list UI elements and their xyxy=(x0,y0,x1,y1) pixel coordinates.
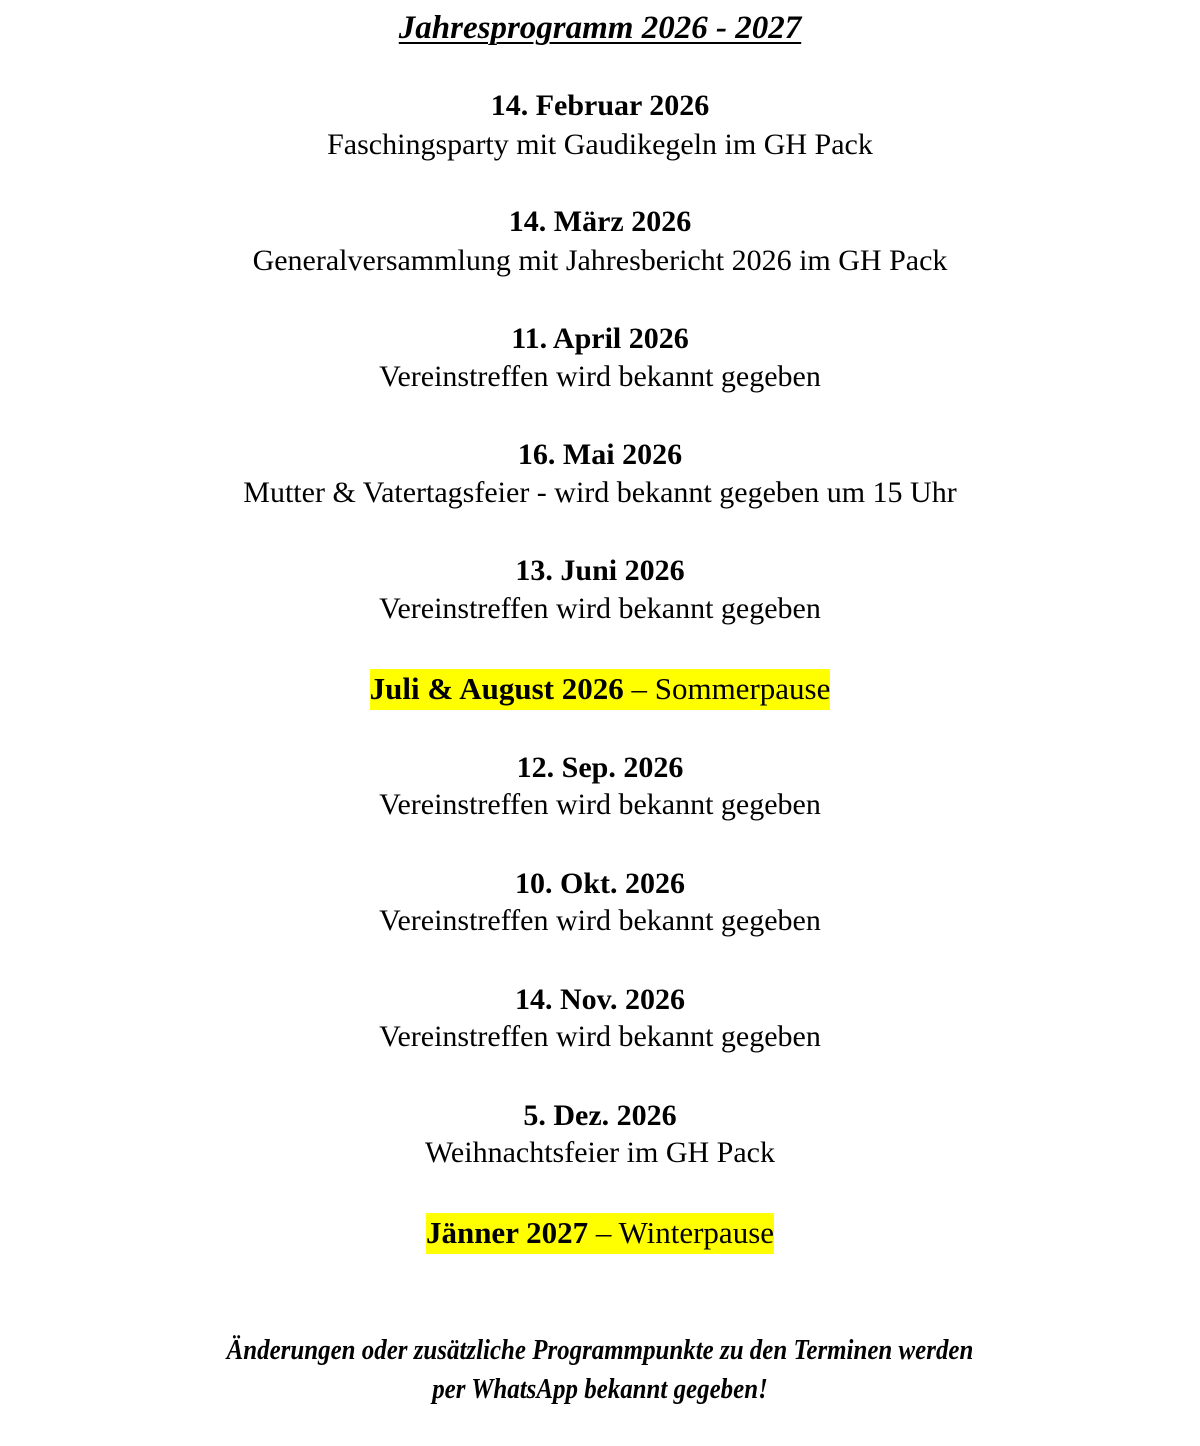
event-description: Vereinstreffen wird bekannt gegeben xyxy=(379,1020,821,1053)
event-description: Mutter & Vatertagsfeier - wird bekannt gegeben um 15 Uhr xyxy=(243,476,957,509)
highlight xyxy=(426,1213,774,1254)
title-text: Jahresprogramm 2026 - 2027 xyxy=(398,10,802,46)
footer-note-line2: per WhatsApp bekannt gegeben! xyxy=(432,1373,768,1405)
event-description: Vereinstreffen wird bekannt gegeben xyxy=(379,904,821,937)
event-description: Vereinstreffen wird bekannt gegeben xyxy=(379,592,821,625)
event-date: 12. Sep. 2026 xyxy=(516,751,684,784)
event-description: Vereinstreffen wird bekannt gegeben xyxy=(379,788,821,821)
event-date: 11. April 2026 xyxy=(511,322,689,355)
break-period: Juli & August 2026 xyxy=(369,671,624,706)
event-date: 5. Dez. 2026 xyxy=(523,1099,677,1132)
event-description: Vereinstreffen wird bekannt gegeben xyxy=(379,360,821,393)
separator: – xyxy=(588,1215,619,1250)
event-description: Faschingsparty mit Gaudikegeln im GH Pack xyxy=(327,128,873,161)
summer-break xyxy=(0,673,1200,704)
footer-note-line1: Änderungen oder zusätzliche Programmpunkte zu den Terminen werden xyxy=(226,1334,974,1366)
event-date: 16. Mai 2026 xyxy=(517,438,683,471)
event-date: 14. März 2026 xyxy=(508,205,692,238)
event-date: 14. Februar 2026 xyxy=(490,89,710,122)
separator: – xyxy=(623,671,655,706)
winter-break xyxy=(0,1217,1200,1248)
page-title xyxy=(0,12,1200,45)
event-date: 14. Nov. 2026 xyxy=(514,983,685,1016)
event-description: Generalversammlung mit Jahresbericht 2026 im GH Pack xyxy=(252,244,948,277)
event-date: 13. Juni 2026 xyxy=(515,554,685,587)
break-label: Winterpause xyxy=(618,1215,775,1250)
event-description: Weihnachtsfeier im GH Pack xyxy=(425,1136,775,1169)
break-period: Jänner 2027 xyxy=(425,1215,589,1250)
break-label: Sommerpause xyxy=(654,671,831,706)
event-date: 10. Okt. 2026 xyxy=(514,867,685,900)
highlight xyxy=(370,669,831,710)
